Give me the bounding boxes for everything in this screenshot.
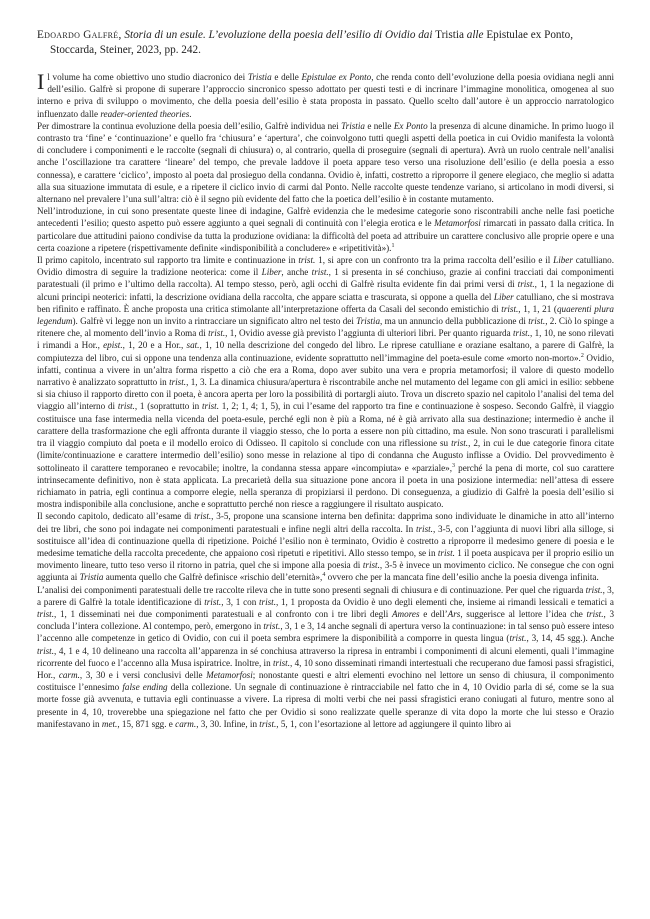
review-publisher: , Stoccarda, Steiner, 2023, pp. 242. [50,29,574,56]
paragraph-first-chapter: Il primo capitolo, incentrato sul rapporto tra limite e continuazione in trist. 1, si apre con un confronto tra la prima raccolta dell’esilio e il Liber catulliano. Ovidio dimostra di seguire la tradizione neoterica: come il Liber, anche trist., 1 si presenta in sé conchiuso, grazie ai confini tracciati dai componimenti paratestuali (il primo e l’ultimo della raccolta). Al tempo stesso, però, agli occhi di Galfrè risulta evidente fin dai primi versi di trist., 1, 1 la negazione di alcuni principi neoterici: infatti, la descrizione ovidiana della raccolta, che appare sciatta e trascurata, si oppone a quella del Liber catulliano, che si mostrava ben rifinito e raffinato. È anche proposta una critica stimolante all’interpretazione offerta da Casali del secondo emistichio di trist., 1, 1, 21 (quaerenti plura legendum). Galfrè vi legge non un invito a rintracciare un significato altro nel testo dei Tristia, ma un annuncio della pubblicazione di trist., 2. Ciò lo spinge a ritenere che, al momento dell’invio a Roma di trist., 1, Ovidio avesse già previsto l’aggiunta di ulteriori libri. Per quanto riguarda trist., 1, 10, ne sono rilevati i rimandi a Hor., epist., 1, 20 e a Hor., sat., 1, 10 nella descrizione del congedo del libro. Le riprese catulliane e oraziane esaltano, a parere di Galfrè, la compiutezza del libro, cui si oppone una tendenza alla continuazione, evidente soprattutto nell’immagine del poeta-esule come «morto non-morto».$^2$ Ovidio, infatti, continua a vivere in un’altra forma rispetto a ciò che era a Roma, dopo aver subito una vera e propria metamorfosi; il valore di questo modello narrativo è analizzato soprattutto in trist., 1, 3. La dinamica chiusura/apertura è riscontrabile anche nel mutamento del legame con gli amici in esilio: sebbene si sia chiuso il rapporto diretto con il poeta, è ancora aperta per loro la possibilità di portargli aiuto. Trova un discreto spazio nel capitolo l’analisi del tema del viaggio all’interno di trist., 1 (soprattutto in trist. 1, 2; 1, 4; 1, 5), in cui l’esame del rapporto tra fine e continuazione è sospeso. Secondo Galfrè, il viaggio costituisce una fase intermedia nella vicenda del poeta-esule, perché egli non è più a Roma, né è già arrivato alla sua destinazione; intermedio è anche il carattere della trasformazione che egli affronta durante il viaggio stesso, che lo porta a essere non più cittadino, ma esule. Non sono trascurati i parallelismi tra il viaggio compiuto dal poeta e il modello eroico di Odisseo. Il capitolo si conclude con una riflessione su trist., 2, in cui le due categorie finora citate (limite/continuazione e carattere intermedio dell’esilio) sono messe in relazione al tipo di condanna che Augusto inflisse a Ovidio. Del provvedimento è sottolineato il carattere temporaneo e revocabile; inoltre, la condanna stessa appare «incompiuta» e «parziale»,$^3$ perché la pena di morte, col suo carattere intrinsecamente definitivo, non è stata applicata. La precarietà della sua situazione pone ancora il poeta in una posizione intermedia: nell’attesa di essere richiamato in patria, egli continua a comporre elegie, nella speranza di propiziarsi il perdono. Di conseguenza, a giudizio di Galfrè la poesia dell’esilio si mostra indisponibile alla conclusione, anche e soprattutto perché non riesce a raggiungere il risultato auspicato. [37,255,615,510]
paragraph-dynamics: Per dimostrare la continua evoluzione della poesia dell’esilio, Galfrè individua nei Tristia e nelle Ex Ponto la presenza di alcune dinamiche. In primo luogo il contrasto tra ‘fine’ e ‘continuazione’ e quello fra ‘chiusura’ e ‘apertura’, che coinvolgono tutti quegli aspetti della poetica in cui Ovidio manifesta la volontà di concludere i componimenti e le raccolte (segnali di chiusura) o, al contrario, quella di proseguire (segnali di apertura). Avrà un ruolo centrale nell’analisi anche l’oscillazione tra carattere ‘lineare’ del tempo, che prevale laddove il poeta appare teso verso una risoluzione dell’esilio (e della poesia a esso connessa), e carattere ‘ciclico’, imposto al poeta dal prosieguo della condanna. Ovidio è, infatti, costretto a riproporre il genere elegiaco, che meglio si adatta alla sua situazione immutata di esule, e a ripetere il ciclico invio di carmi dal Ponto. Nelle raccolte queste tendenze variano, si articolano in modi diversi, si alternano nel prevalere l’una sull’altra: ciò è il segno più evidente del fatto che la poetica dell’esilio è in costante mutamento. [37,120,614,205]
paragraph-introduction-chapter: Nell’introduzione, in cui sono presentate queste linee di indagine, Galfrè evidenzia che le medesime categorie sono riscontrabili anche nelle fasi poetiche antecedenti l’esilio; questo aspetto può essere aggiunto a quei segnali di continuità con l’elegia erotica e le Metamorfosi rimarcati in passato dalla critica. In particolare due attitudini paiono condivise da tutta la produzione ovidiana: la difficoltà del poeta ad attribuire un carattere conclusivo alle proprie opere e una certa coazione a ripetere (rispettivamente definite «indisponibilità a concludere» e «ripetitività»).$^1$ [37,206,614,253]
paragraph-intro: Il volume ha come obiettivo uno studio diacronico dei Tristia e delle Epistulae ex Ponto, che renda conto dell’evoluzione della poesia ovidiana negli anni dell’esilio. Galfrè si propone di superare l’approccio sincronico spesso adottato per questi testi e di incrinare l’immagine monolitica, omogenea al suo interno e priva di sviluppo o movimento, che della poesia dell’esilio è stata proposta in passato. Quello scelto dall’autore è un approccio narratologico influenzato dalle reader-oriented theories. [37,69,614,119]
review-book-title: Storia di un esule. L’evoluzione della poesia dell’esilio di Ovidio dai [124,29,433,41]
paragraph-second-chapter: Il secondo capitolo, dedicato all’esame di trist., 3-5, propone una scansione interna ben definita: dapprima sono individuate le dinamiche in atto all’interno dei tre libri, che sono poi indagate nei componimenti paratestuali e infine negli altri della raccolta. In trist., 3-5, con l’aggiunta di nuovi libri alla silloge, si sostituisce all’idea di continuazione quella di ripetizione. Poiché l’esilio non è terminato, Ovidio è costretto a riproporre il medesimo genere di poesia e le medesime tematiche della raccolta precedente, che appaiono così ripetuti e ripetitivi. Allo stesso tempo, se in trist. 1 il poeta auspicava per il proprio esilio un movimento lineare, tutto teso verso il ritorno in patria, quel che si impone alla poesia di trist., 3-5 è invece un movimento ciclico. Ne consegue che con ogni aggiunta ai Tristia aumenta quello che Galfrè definisce «rischio dell’eternità»,$^4$ ovvero che per la mancata fine dell’esilio anche la poesia divenga infinita. [37,511,614,583]
review-title-epistulae: Epistulae ex Ponto [486,29,571,41]
paragraph-paratext-analysis: L’analisi dei componimenti paratestuali delle tre raccolte rileva che in tutte sono presenti segnali di chiusura e di continuazione. Per quel che riguarda trist., 3, a parere di Galfrè la totale identificazione di trist., 3, 1 con trist., 1, 1 proposta da Ovidio è uno degli elementi che, insieme ai rimandi lessicali e tematici a trist., 1, 1 disseminati nei due componimenti paratestuali e al confronto con i tre libri degli Amores e dell’Ars, suggerisce al lettore l’idea che trist., 3 concluda l’intera collezione. Al contempo, però, emergono in trist., 3, 1 e 3, 14 anche segnali di apertura verso la continuazione: in tal senso può essere inteso l’accenno alle competenze in getico di Ovidio, con cui il poeta sembra esprimere la disponibilità a comporre in questa lingua (trist., 3, 14, 45 sgg.). Anche trist., 4, 1 e 4, 10 delineano una raccolta all’apparenza in sé conchiusa attraverso la ripresa in entrambi i componimenti di alcuni elementi, quali l’immagine ricorrente del fuoco e l’accenno alla Musa ispiratrice. Inoltre, in trist., 4, 10 sono disseminati rimandi intertestuali che recuperano due famosi passi sfragistici, Hor., carm., 3, 30 e i versi conclusivi delle Metamorfosi; nonostante questi e altri elementi evochino nel lettore un senso di chiusura, il componimento costituisce l’ennesimo false ending della collezione. Un segnale di continuazione è rintracciabile nel fatto che in 4, 10 Ovidio parla di sé, come se la sua morte fosse già avvenuta, e tuttavia egli continuasse a vivere. La ripresa di molti verbi che nei passi sfragistici erano coniugati al futuro, mentre sono al presente in 4, 10, troverebbe una spiegazione nel fatto che per Ovidio si sono realizzate quelle speranze di vita dopo la morte che lui stesso e Orazio manifestavano in met., 15, 871 sgg. e carm., 3, 30. Infine, in trist., 5, 1, con l’esortazione al lettore ad aggiungere il quinto libro ai [37,584,615,729]
review-title-alle: alle [466,29,484,41]
review-body [37,71,614,730]
review-header [37,28,614,58]
review-author: Edoardo Galfré, [37,29,122,41]
review-title-tristia: Tristia [435,29,464,41]
